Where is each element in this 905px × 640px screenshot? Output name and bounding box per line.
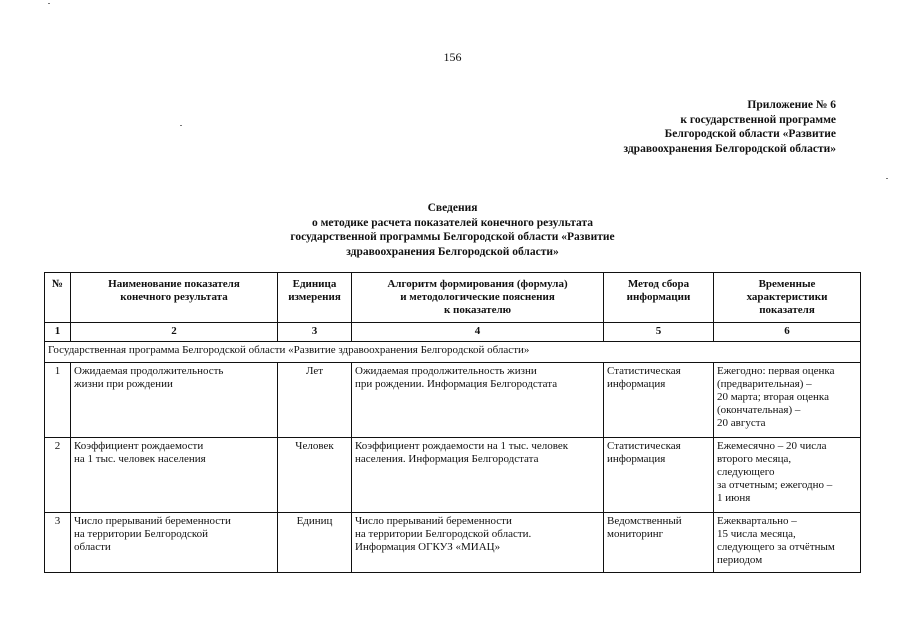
indicator-name: Ожидаемая продолжительность жизни при рождении xyxy=(71,363,278,438)
time-characteristics: Ежеквартально – 15 числа месяца, следующего за отчётным периодом xyxy=(714,513,861,573)
header-cell-number: № xyxy=(45,273,71,323)
heading-line: Сведения xyxy=(427,202,478,214)
column-number-row xyxy=(45,323,861,342)
table-row xyxy=(45,363,861,438)
header-cell-unit: Единица измерения xyxy=(278,273,352,323)
column-number: 3 xyxy=(278,323,352,342)
document-heading xyxy=(0,201,905,259)
table-header-row xyxy=(45,273,861,323)
heading-line: о методике расчета показателей конечного результата xyxy=(311,216,594,229)
appendix-line: Приложение № 6 xyxy=(747,99,836,111)
methodology-table xyxy=(44,272,861,573)
column-number: 4 xyxy=(352,323,604,342)
indicator-name: Число прерываний беременности на территории Белгородской области xyxy=(71,513,278,573)
scan-speck xyxy=(48,3,50,4)
section-title: Государственная программа Белгородской области «Развитие здравоохранения Белгородской области» xyxy=(45,342,861,363)
column-number: 2 xyxy=(71,323,278,342)
appendix-line: здравоохранения Белгородской области» xyxy=(623,142,836,155)
header-cell-algorithm: Алгоритм формирования (формула) и методологические пояснения к показателю xyxy=(352,273,604,323)
row-number: 3 xyxy=(45,513,71,573)
heading-line: государственной программы Белгородской области «Развитие xyxy=(290,231,615,243)
appendix-block xyxy=(560,98,836,156)
unit-of-measure: Единиц xyxy=(278,513,352,573)
scan-speck xyxy=(180,125,182,126)
header-cell-timing: Временные характеристики показателя xyxy=(714,273,861,323)
column-number: 1 xyxy=(45,323,71,342)
appendix-line: Белгородской области «Развитие xyxy=(664,128,836,140)
time-characteristics: Ежегодно: первая оценка (предварительная) – 20 марта; вторая оценка (окончательная) – 20 августа xyxy=(714,363,861,438)
column-number: 6 xyxy=(714,323,861,342)
column-number: 5 xyxy=(604,323,714,342)
scan-speck xyxy=(886,178,888,179)
unit-of-measure: Лет xyxy=(278,363,352,438)
page-number: 156 xyxy=(443,50,462,64)
indicator-name: Коэффициент рождаемости на 1 тыс. человек населения xyxy=(71,438,278,513)
table-row xyxy=(45,438,861,513)
section-title-row xyxy=(45,342,861,363)
collection-method: Статистическая информация xyxy=(604,363,714,438)
header-cell-method: Метод сбора информации xyxy=(604,273,714,323)
table-row xyxy=(45,513,861,573)
header-cell-name: Наименование показателя конечного результата xyxy=(71,273,278,323)
appendix-line: к государственной программе xyxy=(680,113,836,126)
algorithm-description: Число прерываний беременности на территории Белгородской области. Информация ОГКУЗ «МИАЦ» xyxy=(352,513,604,573)
time-characteristics: Ежемесячно – 20 числа второго месяца, следующего за отчетным; ежегодно – 1 июня xyxy=(714,438,861,513)
collection-method: Ведомственный мониторинг xyxy=(604,513,714,573)
collection-method: Статистическая информация xyxy=(604,438,714,513)
algorithm-description: Коэффициент рождаемости на 1 тыс. человек населения. Информация Белгородстата xyxy=(352,438,604,513)
algorithm-description: Ожидаемая продолжительность жизни при рождении. Информация Белгородстата xyxy=(352,363,604,438)
row-number: 1 xyxy=(45,363,71,438)
row-number: 2 xyxy=(45,438,71,513)
unit-of-measure: Человек xyxy=(278,438,352,513)
heading-line: здравоохранения Белгородской области» xyxy=(346,245,559,258)
